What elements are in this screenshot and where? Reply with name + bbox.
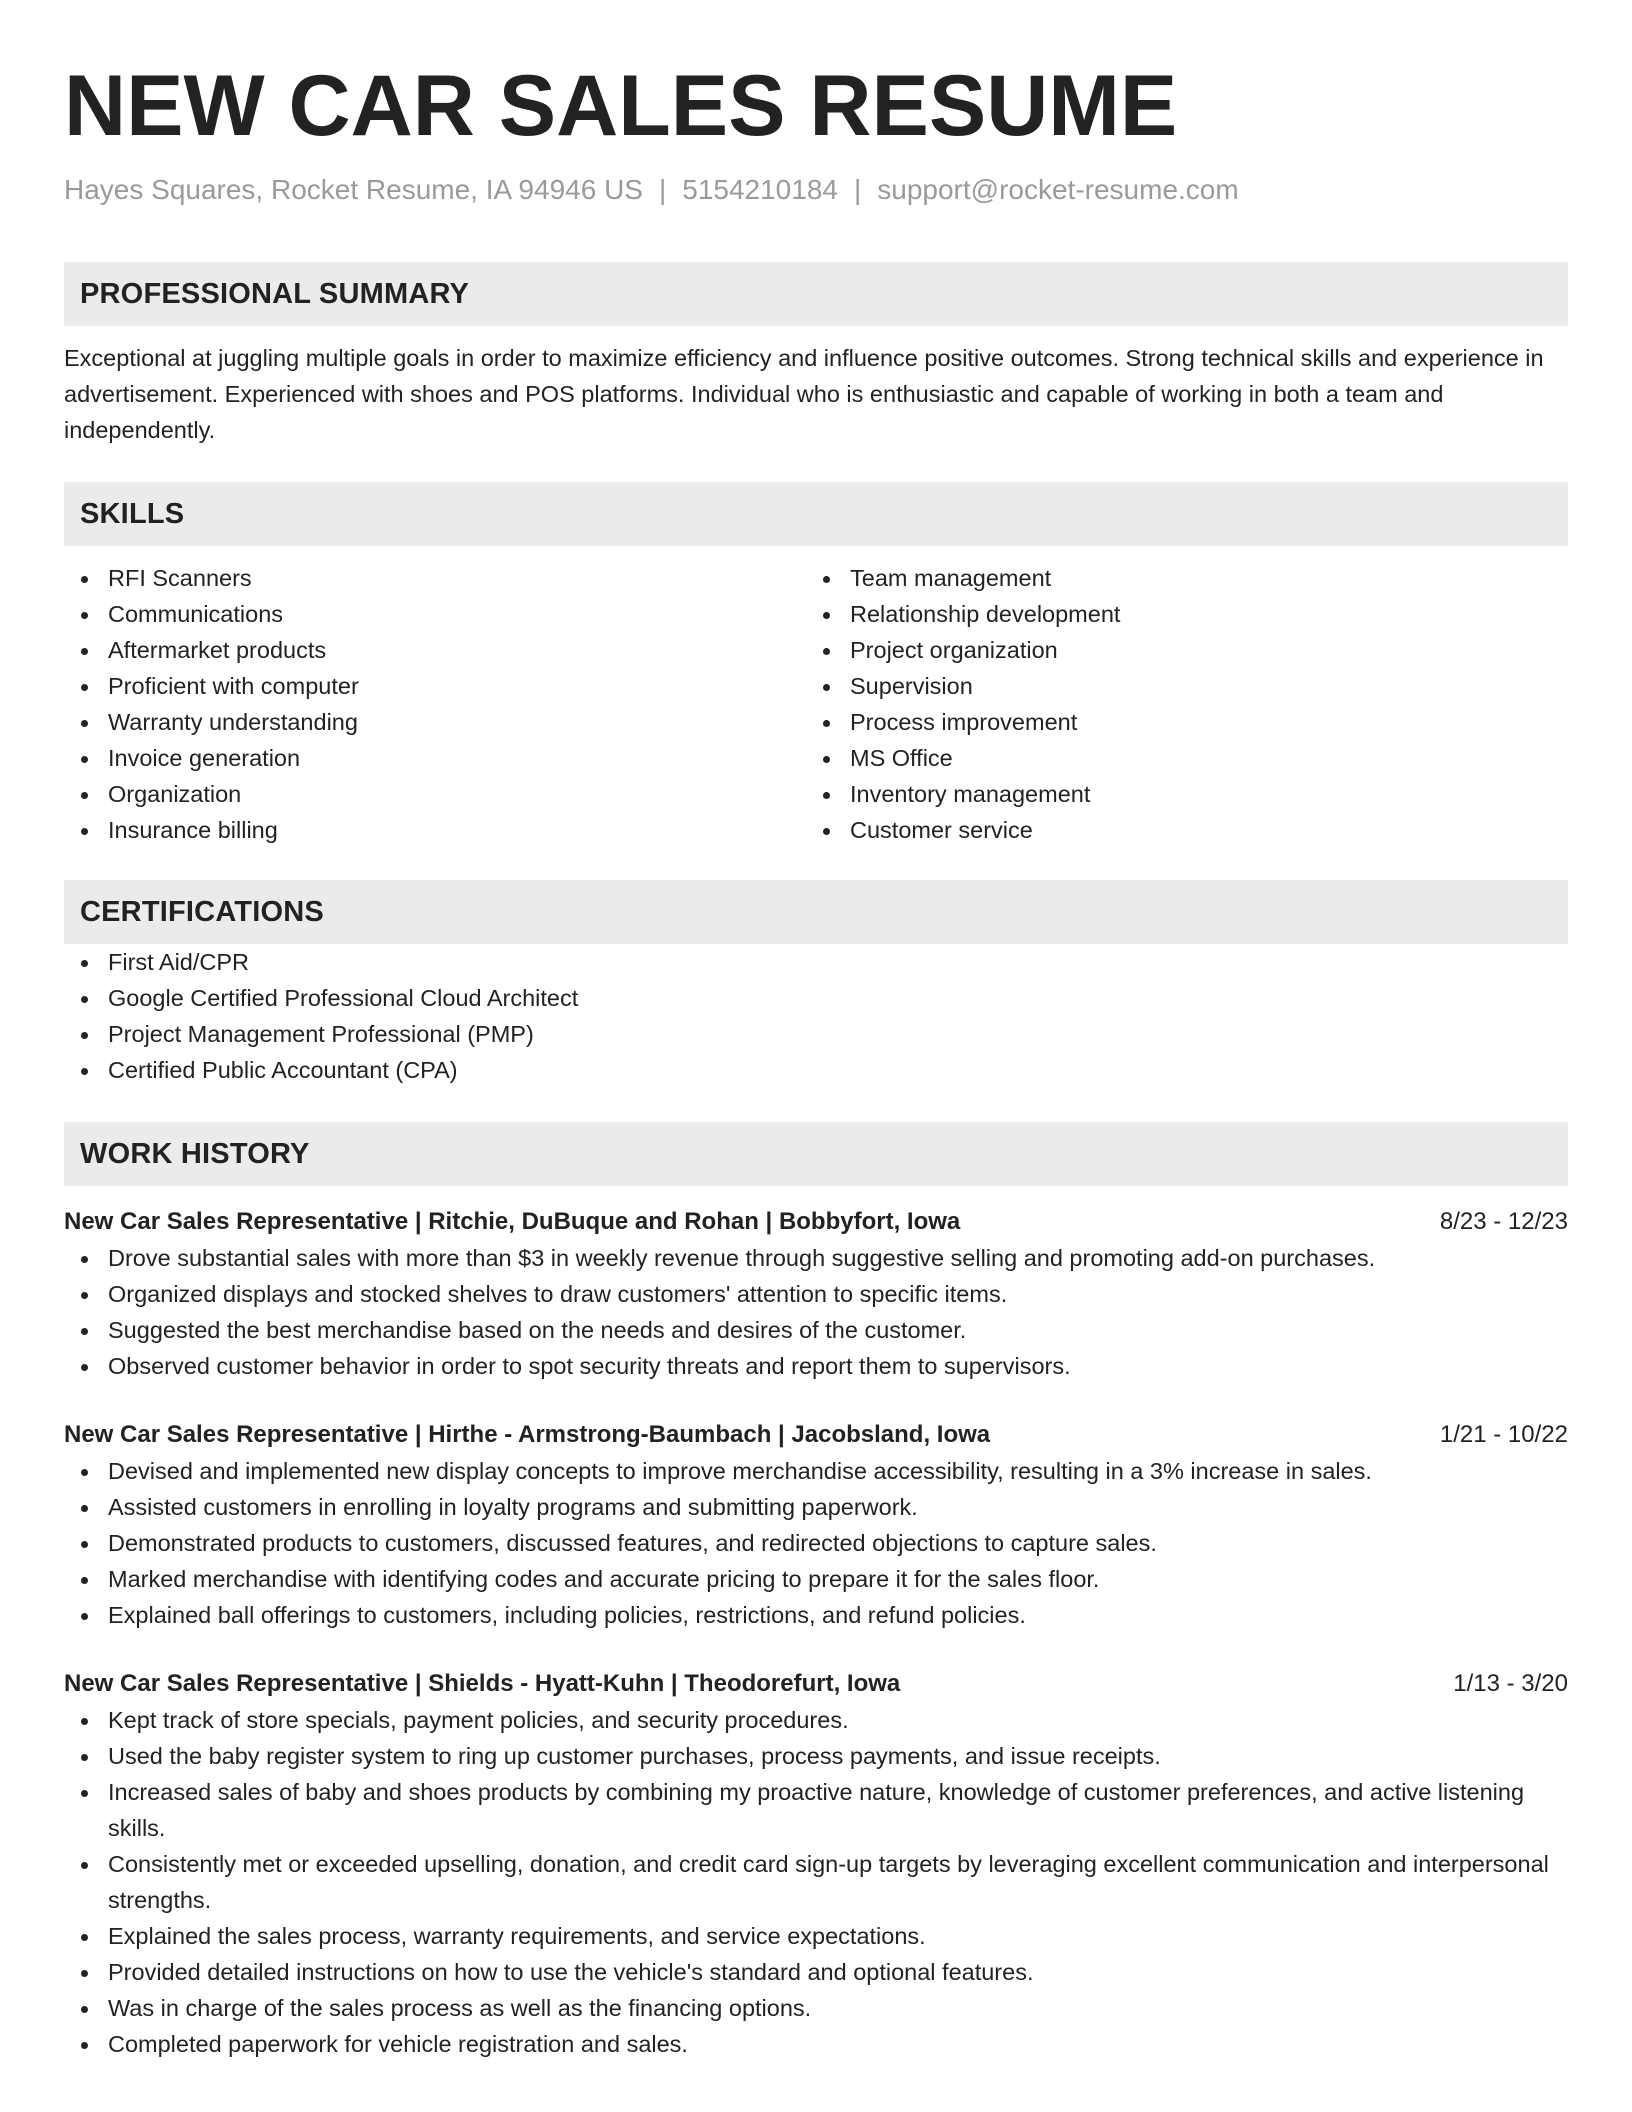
job-bullet: Suggested the best merchandise based on the needs and desires of the customer. [64,1312,1568,1348]
job-bullet: Assisted customers in enrolling in loyalty programs and submitting paperwork. [64,1489,1568,1525]
skill-item: Project organization [806,632,1548,668]
skill-item: Proficient with computer [64,668,806,704]
summary-text: Exceptional at juggling multiple goals in order to maximize efficiency and influence positive outcomes. Strong technical skills and experience in advertisement. Experienced with shoes and POS platforms. Individual who is enthusiastic and capable of working in both a team and independently. [64,345,1544,443]
job-header [64,1204,1568,1240]
job-entry [64,1666,1568,2062]
job-bullets [64,1240,1568,1384]
skill-item: Team management [806,560,1548,596]
skills-column-left [64,560,806,848]
contact-phone: 5154210184 [682,174,838,205]
skill-item: Invoice generation [64,740,806,776]
skill-item: Insurance billing [64,812,806,848]
skill-item: Relationship development [806,596,1548,632]
job-bullet: Completed paperwork for vehicle registration and sales. [64,2026,1568,2062]
skill-item: Process improvement [806,704,1548,740]
job-bullet: Kept track of store specials, payment policies, and security procedures. [64,1702,1568,1738]
certifications-list [64,944,1568,1088]
job-bullet: Observed customer behavior in order to spot security threats and report them to supervisors. [64,1348,1568,1384]
job-dates: 1/21 - 10/22 [1439,1421,1568,1448]
job-title: New Car Sales Representative | Shields - Hyatt-Kuhn | Theodorefurt, Iowa [64,1670,901,1697]
section-heading-work-history: WORK HISTORY [64,1122,1568,1186]
skills-column-right [806,560,1548,848]
skill-item: Organization [64,776,806,812]
job-bullet: Explained the sales process, warranty requirements, and service expectations. [64,1918,1568,1954]
job-title: New Car Sales Representative | Hirthe - Armstrong-Baumbach | Jacobsland, Iowa [64,1421,991,1448]
section-heading-summary: PROFESSIONAL SUMMARY [64,262,1568,326]
contact-separator: | [853,174,862,205]
job-bullet: Marked merchandise with identifying codes and accurate pricing to prepare it for the sales floor. [64,1561,1568,1597]
contact-address: Hayes Squares, Rocket Resume, IA 94946 US [64,174,643,205]
skill-item: RFI Scanners [64,560,806,596]
skill-item: Aftermarket products [64,632,806,668]
job-bullet: Demonstrated products to customers, discussed features, and redirected objections to capture sales. [64,1525,1568,1561]
contact-separator: | [658,174,667,205]
job-bullet: Consistently met or exceeded upselling, donation, and credit card sign-up targets by leveraging excellent communication and interpersonal strengths. [64,1846,1568,1918]
job-dates: 1/13 - 3/20 [1453,1670,1568,1697]
skill-item: Warranty understanding [64,704,806,740]
certification-item: Project Management Professional (PMP) [64,1016,1568,1052]
job-dates: 8/23 - 12/23 [1439,1208,1568,1235]
skills-list-right [806,560,1548,848]
skills-columns [64,560,1568,848]
resume-title: NEW CAR SALES RESUME [64,58,1178,154]
certification-item: Certified Public Accountant (CPA) [64,1052,1568,1088]
job-bullet: Increased sales of baby and shoes products by combining my proactive nature, knowledge of customer preferences, and active listening skills. [64,1774,1568,1846]
resume-page [64,56,1568,2062]
job-entry [64,1204,1568,1384]
certification-item: First Aid/CPR [64,944,1568,980]
contact-email: support@rocket-resume.com [877,174,1239,205]
section-heading-skills: SKILLS [64,482,1568,546]
job-bullet: Devised and implemented new display concepts to improve merchandise accessibility, resulting in a 3% increase in sales. [64,1453,1568,1489]
certification-item: Google Certified Professional Cloud Architect [64,980,1568,1016]
job-header [64,1666,1568,1702]
job-bullet: Provided detailed instructions on how to use the vehicle's standard and optional features. [64,1954,1568,1990]
skill-item: Customer service [806,812,1548,848]
skill-item: Supervision [806,668,1548,704]
job-bullet: Organized displays and stocked shelves to draw customers' attention to specific items. [64,1276,1568,1312]
skills-list-left [64,560,806,848]
skill-item: MS Office [806,740,1548,776]
job-bullet: Drove substantial sales with more than $3 in weekly revenue through suggestive selling and promoting add-on purchases. [64,1240,1568,1276]
skill-item: Communications [64,596,806,632]
job-bullets [64,1453,1568,1633]
job-bullets [64,1702,1568,2062]
job-entry [64,1417,1568,1633]
job-title: New Car Sales Representative | Ritchie, DuBuque and Rohan | Bobbyfort, Iowa [64,1208,961,1235]
skill-item: Inventory management [806,776,1548,812]
contact-line [64,172,1568,208]
job-bullet: Explained ball offerings to customers, including policies, restrictions, and refund policies. [64,1597,1568,1633]
job-header [64,1417,1568,1453]
job-bullet: Was in charge of the sales process as well as the financing options. [64,1990,1568,2026]
job-bullet: Used the baby register system to ring up customer purchases, process payments, and issue receipts. [64,1738,1568,1774]
section-heading-certifications: CERTIFICATIONS [64,880,1568,944]
